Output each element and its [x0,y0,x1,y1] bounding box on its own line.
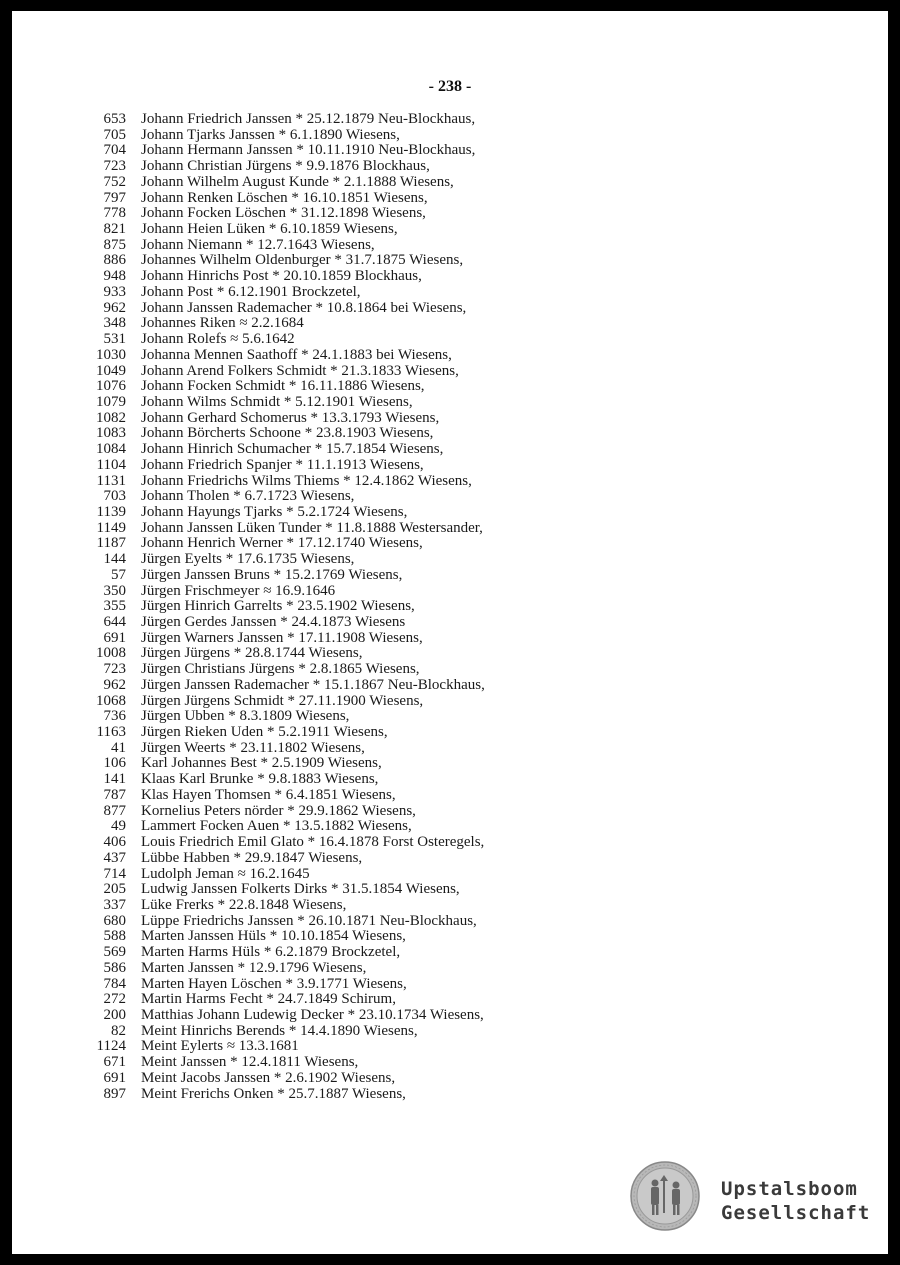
entry-text: Johann Focken Löschen * 31.12.1898 Wiesens, [141,205,426,222]
entry-number: 948 [103,268,126,285]
list-item [78,961,778,977]
entry-number: 1131 [96,472,126,489]
entry-text: Johann Hinrichs Post * 20.10.1859 Blockhaus, [141,268,422,285]
entry-number: 355 [103,598,126,615]
entry-text: Johann Tjarks Janssen * 6.1.1890 Wiesens, [141,126,400,143]
entry-number: 691 [103,629,126,646]
entry-number: 671 [103,1054,126,1071]
entry-text: Johann Hermann Janssen * 10.11.1910 Neu-Blockhaus, [141,142,476,159]
entry-text: Johann Friedrichs Wilms Thiems * 12.4.1862 Wiesens, [141,472,472,489]
entry-number: 1084 [96,441,126,458]
entry-number: 886 [103,252,126,269]
entry-text: Louis Friedrich Emil Glato * 16.4.1878 Forst Osteregels, [141,834,485,851]
entry-text: Jürgen Janssen Rademacher * 15.1.1867 Neu-Blockhaus, [141,676,485,693]
entry-text: Klaas Karl Brunke * 9.8.1883 Wiesens, [141,771,379,788]
list-item [78,709,778,725]
entry-text: Marten Harms Hüls * 6.2.1879 Brockzetel, [141,944,401,961]
list-item [78,285,778,301]
list-item [78,914,778,930]
list-item [78,804,778,820]
entry-number: 106 [103,755,126,772]
entry-text: Kornelius Peters nörder * 29.9.1862 Wiesens, [141,802,416,819]
list-item [78,756,778,772]
list-item [78,191,778,207]
logo-wordmark [721,1177,870,1225]
list-item [78,175,778,191]
entry-number: 272 [103,991,126,1008]
entry-text: Johann Henrich Werner * 17.12.1740 Wiesens, [141,535,423,552]
entry-text: Jürgen Rieken Uden * 5.2.1911 Wiesens, [141,724,388,741]
entry-text: Johann Christian Jürgens * 9.9.1876 Blockhaus, [141,158,430,175]
list-item [78,332,778,348]
entry-text: Jürgen Jürgens Schmidt * 27.11.1900 Wiesens, [141,692,424,709]
entry-text: Johannes Riken ≈ 2.2.1684 [141,315,304,332]
entry-text: Meint Eylerts ≈ 13.3.1681 [141,1038,299,1055]
entry-number: 703 [103,488,126,505]
list-item [78,977,778,993]
entry-number: 1049 [96,362,126,379]
entry-text: Jürgen Gerdes Janssen * 24.4.1873 Wiesens [141,614,406,630]
entry-number: 784 [103,975,126,992]
entry-text: Johann Hayungs Tjarks * 5.2.1724 Wiesens, [141,503,408,520]
list-item [78,662,778,678]
society-logo [630,1161,880,1233]
list-item [78,1024,778,1040]
list-item [78,411,778,427]
entry-number: 41 [111,739,126,756]
entry-text: Johann Niemann * 12.7.1643 Wiesens, [141,236,375,253]
list-item [78,678,778,694]
entry-text: Johann Focken Schmidt * 16.11.1886 Wiesens, [141,378,425,395]
entry-text: Lüppe Friedrichs Janssen * 26.10.1871 Neu-Blockhaus, [141,912,477,929]
entry-text: Jürgen Frischmeyer ≈ 16.9.1646 [141,582,336,599]
list-item [78,631,778,647]
entry-number: 57 [111,566,126,583]
list-item [78,301,778,317]
entry-number: 736 [103,708,126,725]
list-item [78,599,778,615]
entry-text: Martin Harms Fecht * 24.7.1849 Schirum, [141,991,396,1008]
entry-number: 1008 [96,645,126,662]
list-item [78,426,778,442]
list-item [78,568,778,584]
list-item [78,1008,778,1024]
entry-text: Lübbe Habben * 29.9.1847 Wiesens, [141,849,363,866]
list-item [78,316,778,332]
entry-number: 348 [103,315,126,332]
entry-number: 797 [103,189,126,206]
list-item [78,364,778,380]
entry-number: 962 [103,676,126,693]
entry-number: 1124 [96,1038,126,1055]
entry-number: 1149 [96,519,126,536]
entry-text: Johann Post * 6.12.1901 Brockzetel, [141,283,361,300]
entry-number: 752 [103,173,126,190]
entry-text: Johannes Wilhelm Oldenburger * 31.7.1875 Wiesens, [141,252,464,269]
list-item [78,128,778,144]
logo-line-1: Upstalsboom [721,1178,858,1200]
entry-text: Johann Börcherts Schoone * 23.8.1903 Wiesens, [141,425,434,442]
entry-number: 691 [103,1069,126,1086]
list-item [78,395,778,411]
list-item [78,1039,778,1055]
list-item [78,725,778,741]
entry-number: 586 [103,959,126,976]
entry-text: Marten Janssen * 12.9.1796 Wiesens, [141,959,367,976]
list-item [78,584,778,600]
list-item [78,615,778,631]
entry-number: 821 [103,221,126,238]
entry-text: Jürgen Weerts * 23.11.1802 Wiesens, [141,739,365,756]
page-number: - 238 - [428,78,472,95]
list-item [78,552,778,568]
entry-number: 1083 [96,425,126,442]
list-item [78,474,778,490]
list-item [78,945,778,961]
entry-text: Marten Janssen Hüls * 10.10.1854 Wiesens, [141,928,406,945]
entry-number: 406 [103,834,126,851]
entry-text: Johann Heien Lüken * 6.10.1859 Wiesens, [141,221,398,238]
entry-text: Jürgen Christians Jürgens * 2.8.1865 Wiesens, [141,661,420,678]
list-item [78,489,778,505]
entry-number: 1163 [96,724,126,741]
list-item [78,835,778,851]
list-item [78,851,778,867]
list-item [78,929,778,945]
entry-text: Johanna Mennen Saathoff * 24.1.1883 bei Wiesens, [141,346,452,363]
entry-number: 653 [103,111,126,127]
entry-number: 144 [103,551,126,568]
entry-text: Jürgen Eyelts * 17.6.1735 Wiesens, [141,551,355,568]
list-item [78,269,778,285]
list-item [78,992,778,1008]
list-item [78,458,778,474]
list-item [78,646,778,662]
entry-text: Johann Janssen Rademacher * 10.8.1864 bei Wiesens, [141,299,467,316]
entry-text: Meint Janssen * 12.4.1811 Wiesens, [141,1054,359,1071]
document-page [12,11,888,1254]
entry-number: 1104 [96,456,126,473]
list-item [78,222,778,238]
entry-text: Johann Friedrich Janssen * 25.12.1879 Neu-Blockhaus, [141,111,476,127]
list-item [78,143,778,159]
entry-number: 705 [103,126,126,143]
entry-text: Lammert Focken Auen * 13.5.1882 Wiesens, [141,818,412,835]
entry-text: Johann Hinrich Schumacher * 15.7.1854 Wiesens, [141,441,444,458]
list-item [78,206,778,222]
list-item [78,159,778,175]
logo-line-2: Gesellschaft [721,1202,871,1224]
entry-number: 1030 [96,346,126,363]
entry-text: Johann Renken Löschen * 16.10.1851 Wiesens, [141,189,428,206]
entry-number: 704 [103,142,126,159]
entry-number: 875 [103,236,126,253]
entry-number: 644 [103,614,126,630]
list-item [78,1055,778,1071]
list-item [78,348,778,364]
entry-number: 962 [103,299,126,316]
entry-text: Johann Friedrich Spanjer * 11.1.1913 Wiesens, [141,456,424,473]
entry-text: Johann Janssen Lüken Tunder * 11.8.1888 Westersander, [141,519,483,536]
list-item [78,442,778,458]
list-item [78,521,778,537]
entry-number: 933 [103,283,126,300]
list-item [78,898,778,914]
entry-text: Ludolph Jeman ≈ 16.2.1645 [141,865,310,882]
entry-text: Klas Hayen Thomsen * 6.4.1851 Wiesens, [141,786,396,803]
entry-text: Johann Gerhard Schomerus * 13.3.1793 Wiesens, [141,409,440,426]
upstalsboom-seal-icon [630,1161,700,1231]
entry-number: 141 [103,771,126,788]
entry-list [78,112,778,1102]
entry-number: 1079 [96,393,126,410]
entry-number: 1187 [96,535,126,552]
entry-number: 1139 [96,503,126,520]
entry-number: 787 [103,786,126,803]
entry-text: Johann Wilms Schmidt * 5.12.1901 Wiesens, [141,393,413,410]
entry-number: 588 [103,928,126,945]
entry-text: Johann Tholen * 6.7.1723 Wiesens, [141,488,355,505]
entry-number: 680 [103,912,126,929]
entry-text: Meint Frerichs Onken * 25.7.1887 Wiesens, [141,1085,406,1102]
entry-text: Jürgen Warners Janssen * 17.11.1908 Wiesens, [141,629,423,646]
entry-text: Jürgen Jürgens * 28.8.1744 Wiesens, [141,645,363,662]
entry-text: Jürgen Ubben * 8.3.1809 Wiesens, [141,708,350,725]
list-item [78,788,778,804]
entry-text: Jürgen Janssen Bruns * 15.2.1769 Wiesens, [141,566,403,583]
entry-number: 1082 [96,409,126,426]
list-item [78,536,778,552]
list-item [78,112,778,128]
entry-text: Meint Jacobs Janssen * 2.6.1902 Wiesens, [141,1069,396,1086]
entry-number: 723 [103,661,126,678]
entry-number: 877 [103,802,126,819]
list-item [78,867,778,883]
list-item [78,505,778,521]
list-item [78,238,778,254]
list-item [78,1071,778,1087]
entry-number: 1068 [96,692,126,709]
entry-number: 714 [103,865,126,882]
entry-number: 723 [103,158,126,175]
entry-text: Johann Wilhelm August Kunde * 2.1.1888 Wiesens, [141,173,454,190]
entry-number: 337 [103,896,126,913]
list-item [78,772,778,788]
entry-number: 897 [103,1085,126,1102]
entry-text: Matthias Johann Ludewig Decker * 23.10.1734 Wiesens, [141,1006,484,1023]
entry-number: 49 [111,818,126,835]
entry-number: 1076 [96,378,126,395]
entry-number: 531 [103,331,126,348]
entry-number: 569 [103,944,126,961]
list-item [78,694,778,710]
list-item [78,819,778,835]
entry-number: 437 [103,849,126,866]
entry-text: Johann Arend Folkers Schmidt * 21.3.1833 Wiesens, [141,362,459,379]
entry-text: Ludwig Janssen Folkerts Dirks * 31.5.1854 Wiesens, [141,881,460,898]
entry-text: Meint Hinrichs Berends * 14.4.1890 Wiesens, [141,1022,418,1039]
list-item [78,741,778,757]
list-item [78,1087,778,1103]
entry-text: Marten Hayen Löschen * 3.9.1771 Wiesens, [141,975,407,992]
entry-number: 205 [103,881,126,898]
list-item [78,379,778,395]
entry-number: 778 [103,205,126,222]
entry-number: 82 [111,1022,126,1039]
list-item [78,882,778,898]
entry-text: Karl Johannes Best * 2.5.1909 Wiesens, [141,755,382,772]
list-item [78,253,778,269]
entry-text: Jürgen Hinrich Garrelts * 23.5.1902 Wiesens, [141,598,415,615]
entry-text: Johann Rolefs ≈ 5.6.1642 [141,331,295,348]
entry-text: Lüke Frerks * 22.8.1848 Wiesens, [141,896,347,913]
entry-number: 350 [103,582,126,599]
entry-number: 200 [103,1006,126,1023]
